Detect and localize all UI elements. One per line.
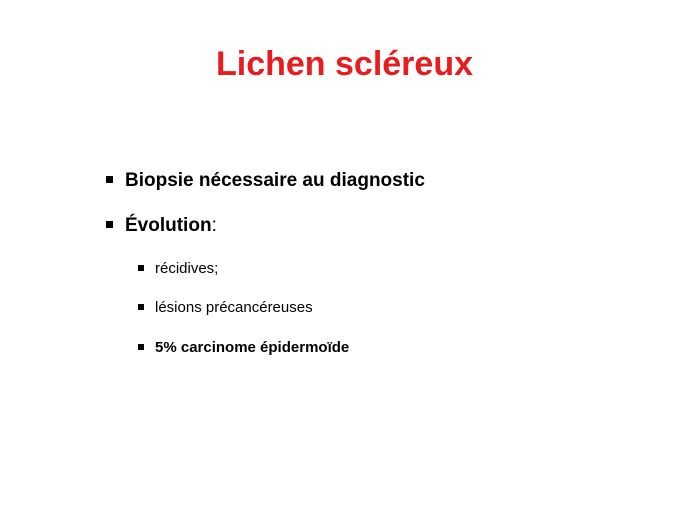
bullet-text: Biopsie nécessaire au diagnostic — [125, 170, 425, 191]
bullet-item-biopsie — [106, 168, 486, 194]
bullet-text-wrapper — [125, 213, 217, 239]
sub-bullet-text: lésions précancéreuses — [155, 299, 313, 316]
square-bullet-icon — [138, 344, 144, 350]
square-bullet-icon — [106, 221, 113, 228]
sub-bullet-item-carcinome — [138, 337, 418, 359]
bullet-item-evolution — [106, 213, 306, 239]
square-bullet-icon — [138, 265, 144, 271]
sub-bullet-item-lesions — [138, 297, 398, 319]
slide-title: Lichen scléreux — [215, 45, 473, 83]
square-bullet-icon — [138, 304, 144, 310]
bullet-text-colon: : — [211, 215, 217, 236]
sub-bullet-item-recidives — [138, 258, 338, 280]
bullet-text-bold: Évolution — [125, 215, 212, 236]
square-bullet-icon — [106, 176, 113, 183]
sub-bullet-text: 5% carcinome épidermoïde — [155, 339, 350, 356]
sub-bullet-text: récidives; — [155, 260, 219, 277]
